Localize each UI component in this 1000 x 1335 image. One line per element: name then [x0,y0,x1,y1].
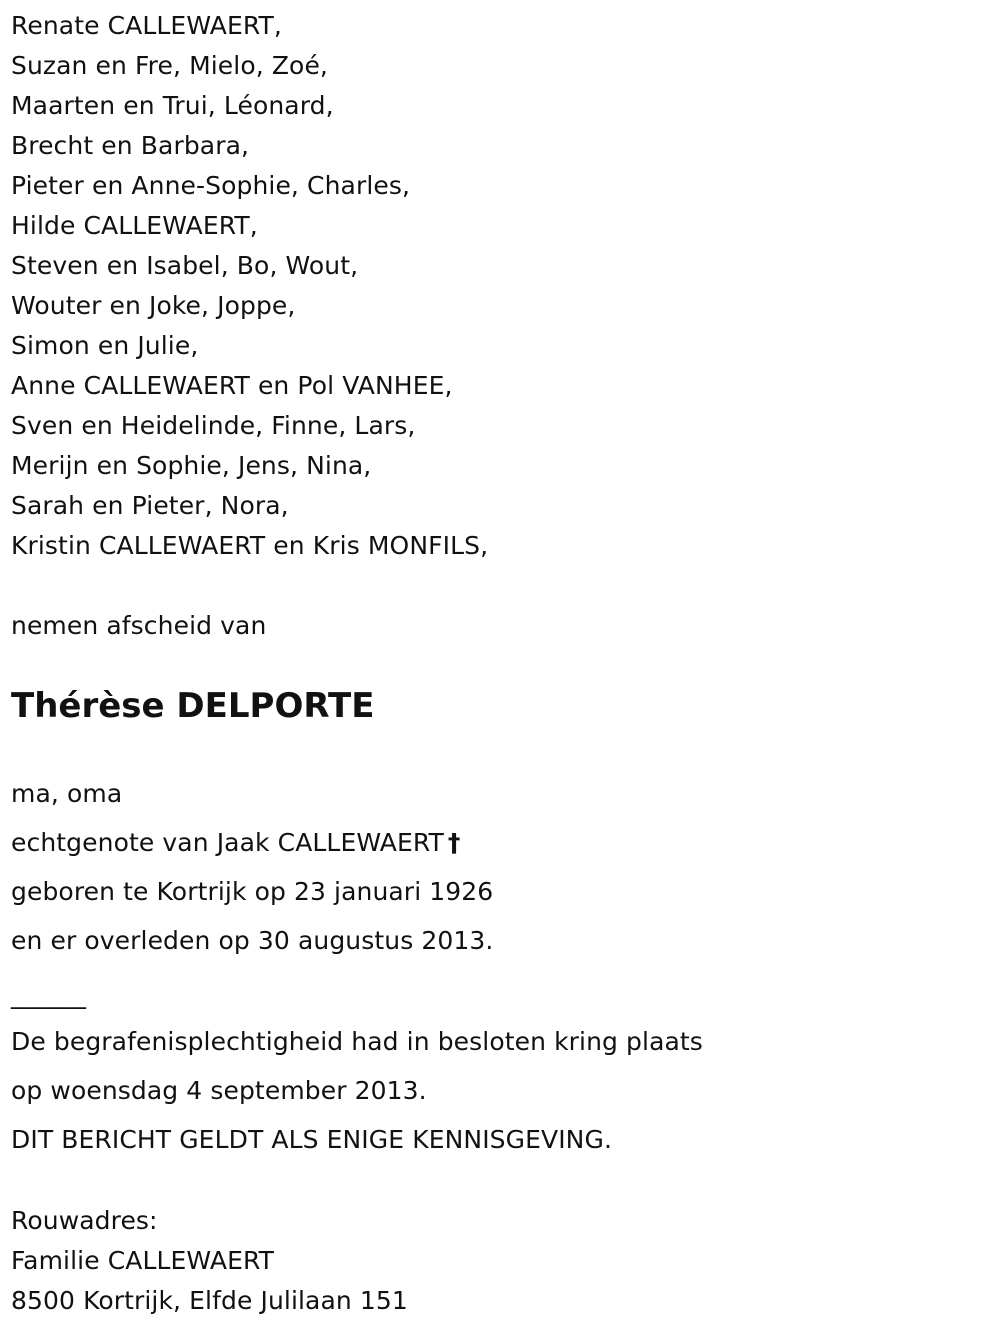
family-line: Suzan en Fre, Mielo, Zoé, [11,51,328,80]
family-line: Steven en Isabel, Bo, Wout, [11,251,359,280]
address-line: Rouwadres: [11,1206,158,1235]
cross-icon: † [447,828,461,857]
address-block [11,1201,408,1321]
funeral-line: DIT BERICHT GELDT ALS ENIGE KENNISGEVING. [11,1125,612,1154]
family-line: Sven en Heidelinde, Finne, Lars, [11,411,416,440]
family-line: Anne CALLEWAERT en Pol VANHEE, [11,371,453,400]
family-line: Pieter en Anne-Sophie, Charles, [11,171,411,200]
family-line: Maarten en Trui, Léonard, [11,91,334,120]
family-list [11,6,488,566]
family-line: Brecht en Barbara, [11,131,250,160]
address-line: Familie CALLEWAERT [11,1246,275,1275]
family-line: Sarah en Pieter, Nora, [11,491,289,520]
funeral-line: De begrafenisplechtigheid had in besloten kring plaats [11,1027,703,1056]
funeral-line: op woensdag 4 september 2013. [11,1076,427,1105]
spouse-text: echtgenote van Jaak CALLEWAERT [11,828,444,857]
family-line: Simon en Julie, [11,331,199,360]
died-line: en er overleden op 30 augustus 2013. [11,926,494,955]
spouse-line [11,823,493,872]
address-line: 8500 Kortrijk, Elfde Julilaan 151 [11,1286,408,1315]
family-line: Hilde CALLEWAERT, [11,211,258,240]
family-line: Renate CALLEWAERT, [11,11,282,40]
funeral-block [11,1022,703,1169]
family-line: Kristin CALLEWAERT en Kris MONFILS, [11,531,489,560]
family-line: Merijn en Sophie, Jens, Nina, [11,451,372,480]
relation-line: ma, oma [11,779,123,808]
born-line: geboren te Kortrijk op 23 januari 1926 [11,877,494,906]
family-line: Wouter en Joke, Joppe, [11,291,296,320]
intro-text: nemen afscheid van [11,611,267,640]
details-block [11,774,493,970]
deceased-name: Thérèse DELPORTE [11,686,375,726]
divider: ______ [11,980,86,1009]
